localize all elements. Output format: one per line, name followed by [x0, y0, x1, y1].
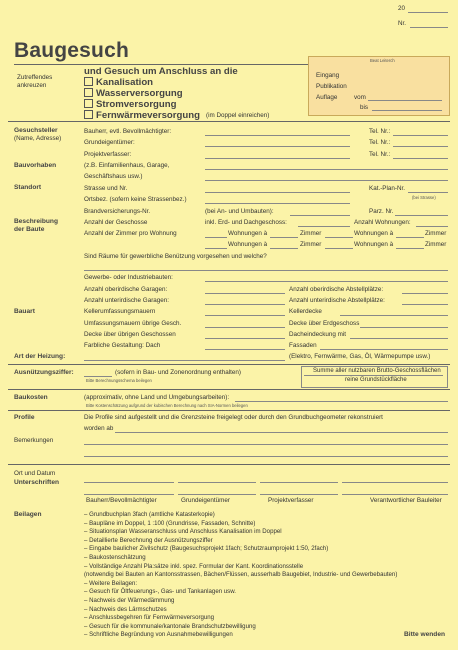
checkbox[interactable] — [84, 110, 93, 119]
tel-line-1[interactable] — [393, 135, 448, 136]
gesuchsteller-sublabel: (Name, Adresse) — [14, 135, 62, 142]
kat-plan-small: (bei Strasse) — [412, 195, 436, 200]
baukosten-small: Bitte Kostenschätzung aufgrund der kubischen Berechnung nach SIA-Normen beilegen — [86, 403, 248, 408]
beilagen-item: – Weitere Beilagen: — [84, 579, 138, 587]
bauart-right-1: Anzahl oberirdische Abstellplätze: — [289, 286, 384, 293]
brandvers-label: Brandversicherungs-Nr. — [84, 208, 151, 215]
grundeigentuemer-label: Grundeigentümer: — [84, 139, 135, 146]
bauvorhaben-label: Bauvorhaben — [14, 162, 57, 169]
nr-line[interactable] — [410, 27, 448, 28]
option-stromversorgung[interactable]: Stromversorgung — [84, 99, 177, 110]
beilagen-item: – Baukostenschätzung — [84, 554, 146, 561]
beilagen-item: – Vollständige Anzahl Pla:sätze inkl. spez. Formular der Kant. Koordinationsstelle — [84, 562, 304, 570]
beilagen-item: – Nachweis der Wärmedämmung — [84, 597, 175, 604]
zutreffendes-label: Zutreffendes — [17, 74, 53, 81]
role-projektverfasser: Projektverfasser — [268, 497, 314, 504]
strasse-label: Strasse und Nr. — [84, 185, 128, 192]
bauart-right-4: Decke über Erdgeschoss — [289, 320, 360, 327]
stamp-publikation: Publikation — [316, 83, 347, 90]
bauart-left-6: Farbliche Gestaltung: Dach — [84, 342, 161, 349]
role-bauleiter: Verantwortlicher Bauleiter — [370, 497, 442, 504]
bauart-right-3: Kellerdecke — [289, 308, 322, 315]
bauart-left-5: Decke über übrigen Geschossen — [84, 331, 176, 338]
option-fernwaermeversorgung[interactable]: Fernwärmeversorgung — [84, 110, 200, 121]
beilagen-item: – Gesuch für Öltfeuerungs-, Gas- und Tankanlagen usw. — [84, 588, 236, 596]
sig-ort-1[interactable] — [84, 482, 174, 483]
ausnuetzung-box-1: Summe aller nutzbaren Brutto-Geschossflächen — [313, 368, 441, 374]
parz-line[interactable] — [395, 215, 448, 216]
tel-label-2: Tel. Nr.: — [369, 139, 391, 146]
rule-5 — [8, 464, 450, 465]
gewerbe-line[interactable] — [205, 281, 448, 282]
anzahl-zimmer-label: Anzahl der Zimmer pro Wohnung — [84, 230, 177, 237]
bauart-right-6: Fassaden — [289, 342, 317, 349]
ausnuetzung-text: (sofern in Bau- und Zonenordnung enthalten) — [115, 369, 242, 376]
bauart-left-2: Anzahl unterirdische Garagen: — [84, 297, 170, 304]
stamp-auflage: Auflage — [316, 94, 338, 101]
role-bauherr: Bauherr/Bevollmächtigter — [86, 497, 157, 504]
wz-line-2b[interactable] — [270, 248, 298, 249]
raeume-frage: Sind Räume für gewerbliche Benützung vorgesehen und welche? — [84, 253, 267, 260]
bauherr-line[interactable] — [205, 135, 350, 136]
bitte-wenden: Bitte wenden — [404, 631, 446, 638]
beilagen-item: – Baupläne im Doppel, 1 :100 (Grundrisse, Fassaden, Schnitte) — [84, 519, 256, 527]
bauart-left-1: Anzahl oberirdische Garagen: — [84, 286, 168, 293]
profile-label: Profile — [14, 414, 35, 421]
stamp-vom: vom — [354, 94, 366, 101]
inkl-label: inkl. Erd- und Dachgeschoss: — [205, 219, 287, 226]
beilagen-item: – Situationsplan Wasseranschluss und Anschluss Kanalisation im Doppel — [84, 528, 282, 536]
option-kanalisation[interactable]: Kanalisation — [84, 77, 153, 88]
bauart-left-3: Kellerumfassungsmauern — [84, 308, 156, 315]
beilagen-item: – Gesuch für die kommunale/kantonale Brandschutzbewilligung — [84, 622, 256, 630]
bauherr-label: Bauherr, evtl. Bevollmächtigter: — [84, 128, 172, 135]
bauart-right-line-1[interactable] — [402, 293, 448, 294]
bauvorhaben-line-1[interactable] — [205, 169, 448, 170]
bauart-left-line-6[interactable] — [205, 349, 285, 350]
sig-ort-4[interactable] — [342, 482, 448, 483]
year-prefix: 20 — [398, 5, 406, 12]
anzahl-wohnungen-label: Anzahl Wohnungen: — [354, 219, 411, 226]
kat-plan-label: Kat.-Plan-Nr. — [369, 185, 406, 192]
stamp-bis: bis — [360, 104, 369, 111]
ausnuetzung-box-2: reine Grundstückfläche — [345, 377, 407, 383]
wz-line-1c[interactable] — [325, 237, 353, 238]
zimmer-4: Zimmer — [425, 241, 447, 248]
geschosse-line[interactable] — [298, 226, 350, 227]
wz-line-2a[interactable] — [205, 248, 227, 249]
sig-ort-2[interactable] — [178, 482, 256, 483]
bauart-left-4: Umfassungsmauern übrige Gesch. — [84, 320, 182, 327]
doppel-note: (im Doppel einreichen) — [206, 112, 270, 119]
ausnuetzung-small: Bitte Berechnungsschema beilegen — [86, 378, 152, 383]
tel-line-3[interactable] — [393, 158, 448, 159]
heizung-note: (Elektro, Fernwärme, Gas, Öl, Wärmepumpe usw.) — [289, 353, 431, 360]
wohnungen-a-4: Wohnungen à — [354, 241, 394, 248]
ankreuzen-label: ankreuzen — [17, 82, 47, 89]
projektverfasser-label: Projektverfasser: — [84, 151, 132, 158]
baukosten-text: (approximativ, ohne Land und Umgebungsarbeiten): — [84, 394, 230, 401]
tel-label-1: Tel. Nr.: — [369, 128, 391, 135]
rule-3 — [8, 389, 450, 390]
bauvorhaben-hint-1: (z.B. Einfamilienhaus, Garage, — [84, 162, 170, 169]
bauart-right-line-3[interactable] — [340, 315, 448, 316]
year-line[interactable] — [408, 12, 448, 13]
baukosten-line[interactable] — [235, 401, 448, 402]
beschreibung-label-1: Beschreibung — [14, 218, 58, 225]
grundeigentuemer-line[interactable] — [205, 146, 350, 147]
zimmer-3: Zimmer — [300, 241, 322, 248]
tel-line-2[interactable] — [393, 146, 448, 147]
bemerkungen-line-1[interactable] — [84, 444, 448, 445]
checkbox[interactable] — [84, 88, 93, 97]
bauart-right-line-2[interactable] — [402, 304, 448, 305]
sig-line-2[interactable] — [178, 494, 256, 495]
subtitle: und Gesuch um Anschluss an die — [84, 66, 238, 77]
bauart-label: Bauart — [14, 308, 35, 315]
rule-4 — [8, 410, 450, 411]
ausnuetzung-fraction — [304, 375, 443, 376]
wz-line-2d[interactable] — [396, 248, 424, 249]
profile-line[interactable] — [115, 432, 448, 433]
brandvers-line[interactable] — [290, 215, 350, 216]
raeume-line[interactable] — [84, 270, 448, 271]
beilagen-item: (notwendig bei Bauten an Kantonsstrassen, Bächen/Flüssen, ausserhalb Baugebiet, Industrie- und Gewerbebauten) — [84, 571, 398, 579]
tel-label-3: Tel. Nr.: — [369, 151, 391, 158]
sig-line-1[interactable] — [84, 494, 174, 495]
profile-text-2: worden ab — [84, 425, 114, 432]
bauart-left-line-5[interactable] — [205, 338, 285, 339]
heizung-label: Art der Heizung: — [14, 353, 66, 360]
beilagen-item: – Grundbuchplan 3fach (amtliche Katasterkopie) — [84, 511, 215, 518]
stamp-vom-line[interactable] — [368, 100, 442, 101]
option-wasserversorgung[interactable]: Wasserversorgung — [84, 88, 183, 99]
bauart-left-line-1[interactable] — [205, 293, 285, 294]
wohnungen-line[interactable] — [416, 226, 448, 227]
rule-1 — [8, 121, 450, 122]
wohnungen-a-2: Wohnungen à — [354, 230, 394, 237]
bauvorhaben-hint-2: Geschäftshaus usw.) — [84, 173, 143, 180]
beilagen-item: – Anschlussbegehren für Fernwärmeversorgung — [84, 614, 215, 622]
anzahl-geschosse-label: Anzahl der Geschosse — [84, 219, 148, 226]
bauart-right-line-4[interactable] — [360, 327, 448, 328]
bauart-right-line-5[interactable] — [350, 338, 448, 339]
bauart-left-line-3[interactable] — [205, 315, 285, 316]
parz-label: Parz. Nr. — [369, 208, 394, 215]
kat-plan-line[interactable] — [408, 192, 448, 193]
bauart-left-line-4[interactable] — [205, 327, 285, 328]
unterschriften-label: Unterschriften — [14, 479, 60, 486]
role-grundeigentuemer: Grundeigentümer — [181, 497, 231, 504]
rule-2 — [8, 364, 450, 365]
zimmer-2: Zimmer — [425, 230, 447, 237]
ortsbez-line[interactable] — [205, 203, 350, 204]
profile-text-1: Die Profile sind aufgestellt und die Grenzsteine freigelegt oder durch den Grundbuchgeometer rekonstruiert — [84, 414, 383, 421]
checkbox[interactable] — [84, 77, 93, 86]
bauart-right-5: Dacheindeckung mit — [289, 331, 347, 338]
ortsbez-label: Ortsbez. (sofern keine Strassenbez.) — [84, 196, 187, 203]
wz-line-2c[interactable] — [325, 248, 353, 249]
gesuchsteller-label: Gesuchsteller — [14, 127, 58, 134]
beschreibung-label-2: der Baute — [14, 226, 45, 233]
bemerkungen-label: Bemerkungen — [14, 437, 54, 444]
beilagen-label: Beilagen — [14, 511, 42, 518]
wz-line-1b[interactable] — [270, 237, 298, 238]
ort-datum-label: Ort und Datum — [14, 470, 56, 477]
bei-an-label: (bei An- und Umbauten): — [205, 208, 274, 215]
sig-line-3[interactable] — [260, 494, 338, 495]
bauart-left-line-2[interactable] — [205, 304, 285, 305]
bauvorhaben-line-2[interactable] — [205, 180, 448, 181]
ausnuetzung-line[interactable] — [84, 376, 112, 377]
baukosten-label: Baukosten — [14, 394, 48, 401]
zimmer-1: Zimmer — [300, 230, 322, 237]
beilagen-item: – Detaillierte Berechnung der Ausnützungsziffer — [84, 536, 213, 544]
bauart-right-2: Anzahl unterirdische Abstellplätze: — [289, 297, 385, 304]
wz-line-1d[interactable] — [396, 237, 424, 238]
strasse-line[interactable] — [205, 192, 350, 193]
wohnungen-a-1: Wohnungen à — [228, 230, 268, 237]
gewerbe-label: Gewerbe- oder Industriebauten: — [84, 274, 173, 281]
bauart-right-line-6[interactable] — [320, 349, 448, 350]
ausnuetzung-label: Ausnützungsziffer: — [14, 369, 74, 376]
beilagen-item: – Nachweis des Lärmschutzes — [84, 605, 167, 613]
nr-label: Nr. — [398, 20, 407, 27]
sig-ort-3[interactable] — [260, 482, 338, 483]
bemerkungen-line-2[interactable] — [84, 456, 448, 457]
checkbox[interactable] — [84, 99, 93, 108]
standort-label: Standort — [14, 184, 42, 191]
heizung-line[interactable] — [84, 360, 285, 361]
wz-line-1a[interactable] — [205, 237, 227, 238]
sig-line-4[interactable] — [342, 494, 448, 495]
projektverfasser-line[interactable] — [205, 158, 350, 159]
wohnungen-a-3: Wohnungen à — [228, 241, 268, 248]
stamp-heading: Beat Leiterch — [370, 58, 395, 63]
page-title: Baugesuch — [14, 39, 129, 62]
beilagen-item: – Eingabe baulicher Zivilschutz (Baugesuchsprojekt 1fach; Schutzraumprojekt 1:50, 2fach) — [84, 545, 329, 553]
beilagen-item: – Schriftliche Begründung von Ausnahmebewilligungen — [84, 631, 233, 639]
stamp-eingang: Eingang — [316, 72, 340, 79]
stamp-bis-line[interactable] — [372, 110, 442, 111]
